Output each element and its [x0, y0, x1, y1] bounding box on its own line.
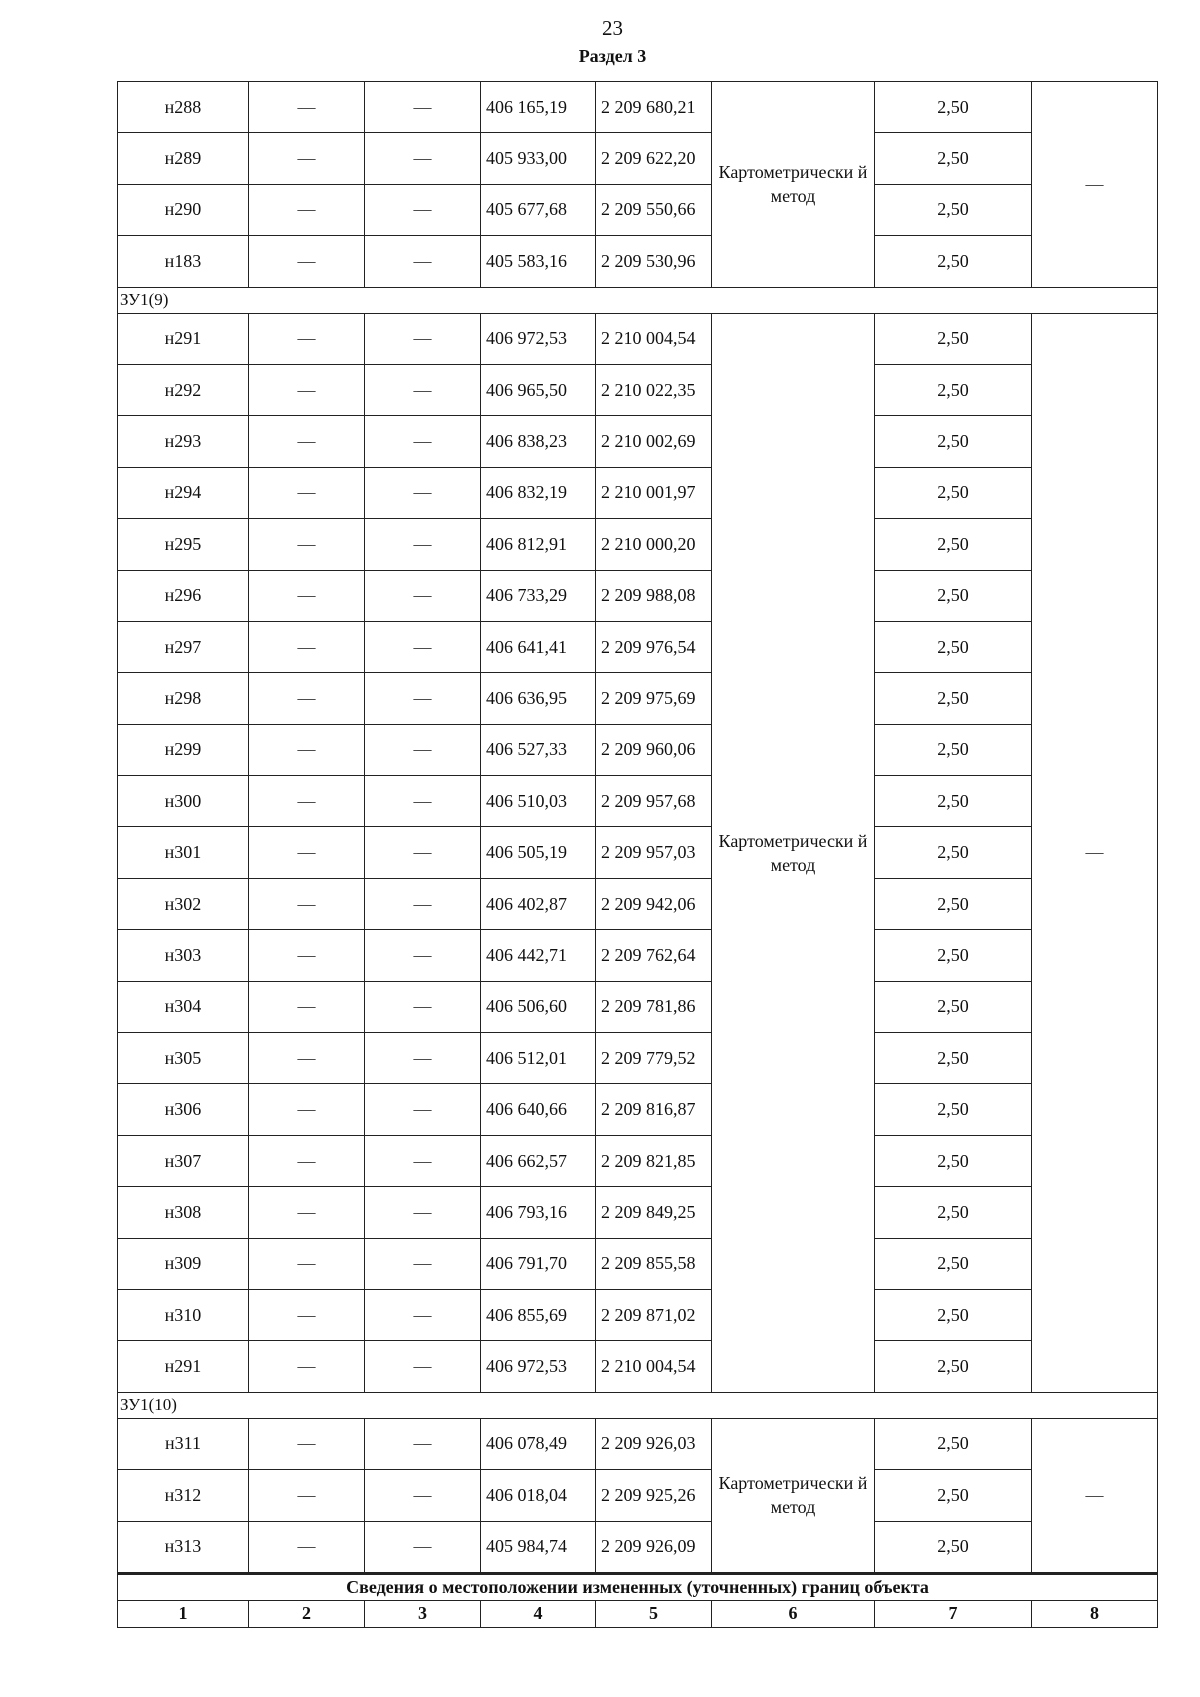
table-row — [118, 930, 1158, 981]
old-x-dash: — — [249, 1289, 365, 1340]
coordinate-x: 406 793,16 — [481, 1187, 596, 1238]
group-label-row — [118, 1392, 1158, 1418]
table-row — [118, 673, 1158, 724]
coordinate-x: 406 512,01 — [481, 1033, 596, 1084]
old-x-dash: — — [249, 1418, 365, 1469]
old-x-dash: — — [249, 878, 365, 929]
table-row — [118, 776, 1158, 827]
old-x-dash: — — [249, 416, 365, 467]
point-name: н311 — [118, 1418, 249, 1469]
coordinate-x: 405 583,16 — [481, 236, 596, 287]
old-x-dash: — — [249, 1521, 365, 1573]
table-row — [118, 724, 1158, 775]
old-y-dash: — — [365, 930, 481, 981]
point-name: н294 — [118, 467, 249, 518]
table-row — [118, 1187, 1158, 1238]
group-label-row — [118, 287, 1158, 313]
table-row — [118, 827, 1158, 878]
column-8-dash: — — [1032, 82, 1158, 288]
old-y-dash: — — [365, 621, 481, 672]
accuracy-value: 2,50 — [875, 1418, 1032, 1469]
coordinate-x: 406 965,50 — [481, 364, 596, 415]
point-name: н308 — [118, 1187, 249, 1238]
old-x-dash: — — [249, 364, 365, 415]
old-y-dash: — — [365, 776, 481, 827]
coordinate-y: 2 209 550,66 — [596, 184, 712, 235]
coordinate-y: 2 209 816,87 — [596, 1084, 712, 1135]
old-y-dash: — — [365, 1289, 481, 1340]
accuracy-value: 2,50 — [875, 1135, 1032, 1186]
footer-caption-row — [118, 1573, 1158, 1600]
point-name: н295 — [118, 519, 249, 570]
accuracy-value: 2,50 — [875, 570, 1032, 621]
old-x-dash: — — [249, 1084, 365, 1135]
accuracy-value: 2,50 — [875, 981, 1032, 1032]
coordinate-x: 406 641,41 — [481, 621, 596, 672]
accuracy-value: 2,50 — [875, 1033, 1032, 1084]
accuracy-value: 2,50 — [875, 1084, 1032, 1135]
old-y-dash: — — [365, 82, 481, 133]
coordinate-y: 2 209 926,09 — [596, 1521, 712, 1573]
method-cell: Картометрически й метод — [712, 313, 875, 1392]
table-row — [118, 313, 1158, 364]
accuracy-value: 2,50 — [875, 184, 1032, 235]
old-x-dash: — — [249, 621, 365, 672]
table-row — [118, 1238, 1158, 1289]
table-row — [118, 1135, 1158, 1186]
old-x-dash: — — [249, 776, 365, 827]
old-y-dash: — — [365, 467, 481, 518]
coordinate-x: 406 402,87 — [481, 878, 596, 929]
point-name: н301 — [118, 827, 249, 878]
coordinate-y: 2 210 022,35 — [596, 364, 712, 415]
coordinate-y: 2 209 988,08 — [596, 570, 712, 621]
coordinate-y: 2 209 942,06 — [596, 878, 712, 929]
old-y-dash: — — [365, 1187, 481, 1238]
accuracy-value: 2,50 — [875, 519, 1032, 570]
coordinate-y: 2 209 622,20 — [596, 133, 712, 184]
accuracy-value: 2,50 — [875, 416, 1032, 467]
point-name: н309 — [118, 1238, 249, 1289]
old-x-dash: — — [249, 724, 365, 775]
method-cell: Картометрически й метод — [712, 82, 875, 288]
point-name: н292 — [118, 364, 249, 415]
column-number: 5 — [596, 1600, 712, 1627]
old-x-dash: — — [249, 1470, 365, 1521]
table-row — [118, 1470, 1158, 1521]
accuracy-value: 2,50 — [875, 1187, 1032, 1238]
old-y-dash: — — [365, 878, 481, 929]
old-y-dash: — — [365, 724, 481, 775]
table-row — [118, 1521, 1158, 1573]
point-name: н299 — [118, 724, 249, 775]
coordinate-x: 405 933,00 — [481, 133, 596, 184]
column-number: 1 — [118, 1600, 249, 1627]
accuracy-value: 2,50 — [875, 364, 1032, 415]
coordinate-x: 406 078,49 — [481, 1418, 596, 1469]
old-y-dash: — — [365, 313, 481, 364]
coordinate-y: 2 210 001,97 — [596, 467, 712, 518]
accuracy-value: 2,50 — [875, 930, 1032, 981]
accuracy-value: 2,50 — [875, 1238, 1032, 1289]
old-x-dash: — — [249, 930, 365, 981]
point-name: н304 — [118, 981, 249, 1032]
point-name: н303 — [118, 930, 249, 981]
old-y-dash: — — [365, 1135, 481, 1186]
table-row — [118, 519, 1158, 570]
accuracy-value: 2,50 — [875, 236, 1032, 287]
old-y-dash: — — [365, 133, 481, 184]
point-name: н313 — [118, 1521, 249, 1573]
old-y-dash: — — [365, 981, 481, 1032]
coordinate-y: 2 210 000,20 — [596, 519, 712, 570]
old-y-dash: — — [365, 570, 481, 621]
table-row — [118, 184, 1158, 235]
column-8-dash: — — [1032, 1418, 1158, 1573]
accuracy-value: 2,50 — [875, 1470, 1032, 1521]
accuracy-value: 2,50 — [875, 776, 1032, 827]
column-number: 8 — [1032, 1600, 1158, 1627]
coordinate-y: 2 209 957,68 — [596, 776, 712, 827]
coordinate-x: 406 165,19 — [481, 82, 596, 133]
accuracy-value: 2,50 — [875, 673, 1032, 724]
coordinate-x: 406 505,19 — [481, 827, 596, 878]
coordinate-x: 405 984,74 — [481, 1521, 596, 1573]
coordinate-y: 2 209 849,25 — [596, 1187, 712, 1238]
table-row — [118, 981, 1158, 1032]
old-x-dash: — — [249, 981, 365, 1032]
coordinate-x: 406 636,95 — [481, 673, 596, 724]
table-row — [118, 236, 1158, 287]
point-name: н312 — [118, 1470, 249, 1521]
old-y-dash: — — [365, 1238, 481, 1289]
point-name: н302 — [118, 878, 249, 929]
point-name: н288 — [118, 82, 249, 133]
column-numbers-row — [118, 1600, 1158, 1627]
accuracy-value: 2,50 — [875, 313, 1032, 364]
table-row — [118, 878, 1158, 929]
coordinate-y: 2 210 002,69 — [596, 416, 712, 467]
coordinate-x: 406 972,53 — [481, 1341, 596, 1392]
table-row — [118, 1084, 1158, 1135]
table-row — [118, 1289, 1158, 1340]
coordinate-x: 406 791,70 — [481, 1238, 596, 1289]
column-8-dash: — — [1032, 313, 1158, 1392]
coordinate-y: 2 209 975,69 — [596, 673, 712, 724]
point-name: н290 — [118, 184, 249, 235]
coordinate-x: 406 855,69 — [481, 1289, 596, 1340]
old-x-dash: — — [249, 313, 365, 364]
coordinate-x: 406 838,23 — [481, 416, 596, 467]
coordinate-y: 2 209 925,26 — [596, 1470, 712, 1521]
table-row — [118, 133, 1158, 184]
point-name: н293 — [118, 416, 249, 467]
old-y-dash: — — [365, 1418, 481, 1469]
old-y-dash: — — [365, 827, 481, 878]
coordinate-x: 406 640,66 — [481, 1084, 596, 1135]
point-name: н296 — [118, 570, 249, 621]
old-y-dash: — — [365, 519, 481, 570]
old-y-dash: — — [365, 364, 481, 415]
coordinate-x: 406 972,53 — [481, 313, 596, 364]
group-label: ЗУ1(9) — [118, 287, 1158, 313]
old-x-dash: — — [249, 519, 365, 570]
table-row — [118, 416, 1158, 467]
point-name: н305 — [118, 1033, 249, 1084]
accuracy-value: 2,50 — [875, 82, 1032, 133]
accuracy-value: 2,50 — [875, 467, 1032, 518]
old-y-dash: — — [365, 1341, 481, 1392]
footer-caption: Сведения о местоположении измененных (уточненных) границ объекта — [118, 1573, 1158, 1600]
old-x-dash: — — [249, 1341, 365, 1392]
coordinate-x: 406 662,57 — [481, 1135, 596, 1186]
column-number: 6 — [712, 1600, 875, 1627]
coordinate-x: 406 442,71 — [481, 930, 596, 981]
coordinate-y: 2 209 779,52 — [596, 1033, 712, 1084]
point-name: н310 — [118, 1289, 249, 1340]
accuracy-value: 2,50 — [875, 827, 1032, 878]
table-row — [118, 1418, 1158, 1469]
table-row — [118, 467, 1158, 518]
old-y-dash: — — [365, 1470, 481, 1521]
coordinate-x: 406 018,04 — [481, 1470, 596, 1521]
point-name: н183 — [118, 236, 249, 287]
point-name: н306 — [118, 1084, 249, 1135]
coordinate-y: 2 209 762,64 — [596, 930, 712, 981]
coordinate-y: 2 210 004,54 — [596, 313, 712, 364]
table-row — [118, 1341, 1158, 1392]
old-x-dash: — — [249, 82, 365, 133]
table-row — [118, 1033, 1158, 1084]
accuracy-value: 2,50 — [875, 1341, 1032, 1392]
accuracy-value: 2,50 — [875, 621, 1032, 672]
coordinate-y: 2 209 855,58 — [596, 1238, 712, 1289]
method-cell: Картометрически й метод — [712, 1418, 875, 1573]
table-row — [118, 364, 1158, 415]
coordinate-y: 2 209 960,06 — [596, 724, 712, 775]
accuracy-value: 2,50 — [875, 1289, 1032, 1340]
column-number: 2 — [249, 1600, 365, 1627]
point-name: н291 — [118, 1341, 249, 1392]
coordinate-y: 2 210 004,54 — [596, 1341, 712, 1392]
coordinate-y: 2 209 957,03 — [596, 827, 712, 878]
point-name: н289 — [118, 133, 249, 184]
old-y-dash: — — [365, 673, 481, 724]
point-name: н291 — [118, 313, 249, 364]
old-x-dash: — — [249, 1033, 365, 1084]
column-number: 4 — [481, 1600, 596, 1627]
coordinate-x: 406 506,60 — [481, 981, 596, 1032]
table-row — [118, 570, 1158, 621]
coordinate-y: 2 209 530,96 — [596, 236, 712, 287]
coordinates-table — [117, 81, 1158, 1628]
accuracy-value: 2,50 — [875, 878, 1032, 929]
old-x-dash: — — [249, 236, 365, 287]
accuracy-value: 2,50 — [875, 1521, 1032, 1573]
coordinate-y: 2 209 871,02 — [596, 1289, 712, 1340]
coordinate-x: 406 527,33 — [481, 724, 596, 775]
section-title: Раздел 3 — [578, 46, 647, 66]
coordinate-y: 2 209 976,54 — [596, 621, 712, 672]
old-x-dash: — — [249, 570, 365, 621]
old-y-dash: — — [365, 1521, 481, 1573]
coordinate-y: 2 209 781,86 — [596, 981, 712, 1032]
coordinate-x: 406 832,19 — [481, 467, 596, 518]
column-number: 7 — [875, 1600, 1032, 1627]
old-x-dash: — — [249, 1238, 365, 1289]
page-number: 23 — [602, 16, 623, 40]
table-row — [118, 82, 1158, 133]
coordinate-y: 2 209 680,21 — [596, 82, 712, 133]
old-y-dash: — — [365, 236, 481, 287]
accuracy-value: 2,50 — [875, 133, 1032, 184]
old-x-dash: — — [249, 1187, 365, 1238]
accuracy-value: 2,50 — [875, 724, 1032, 775]
column-number: 3 — [365, 1600, 481, 1627]
coordinate-y: 2 209 821,85 — [596, 1135, 712, 1186]
old-y-dash: — — [365, 1084, 481, 1135]
old-y-dash: — — [365, 1033, 481, 1084]
old-x-dash: — — [249, 467, 365, 518]
coordinate-x: 406 812,91 — [481, 519, 596, 570]
point-name: н298 — [118, 673, 249, 724]
coordinate-x: 406 733,29 — [481, 570, 596, 621]
old-x-dash: — — [249, 1135, 365, 1186]
point-name: н297 — [118, 621, 249, 672]
table-row — [118, 621, 1158, 672]
table-body — [118, 82, 1158, 1574]
old-x-dash: — — [249, 827, 365, 878]
coordinate-y: 2 209 926,03 — [596, 1418, 712, 1469]
old-y-dash: — — [365, 184, 481, 235]
group-label: ЗУ1(10) — [118, 1392, 1158, 1418]
point-name: н300 — [118, 776, 249, 827]
old-y-dash: — — [365, 416, 481, 467]
old-x-dash: — — [249, 133, 365, 184]
point-name: н307 — [118, 1135, 249, 1186]
coordinate-x: 406 510,03 — [481, 776, 596, 827]
old-x-dash: — — [249, 673, 365, 724]
old-x-dash: — — [249, 184, 365, 235]
coordinate-x: 405 677,68 — [481, 184, 596, 235]
